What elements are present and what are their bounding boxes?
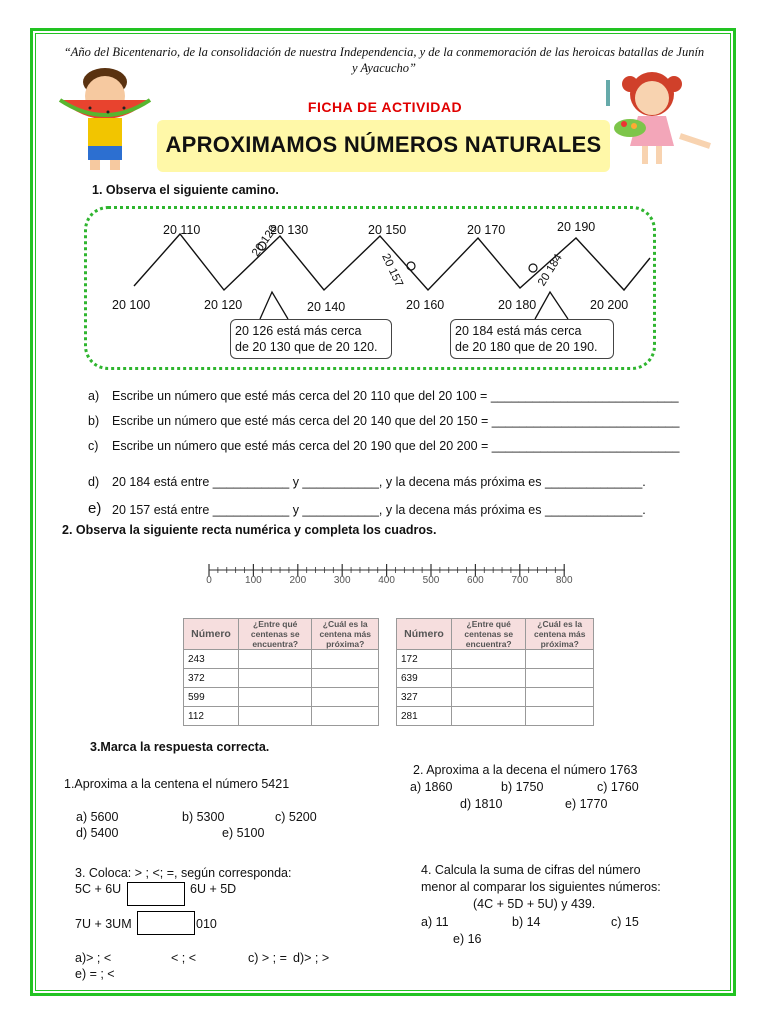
number-line-tick-label: 100 xyxy=(245,575,262,586)
q4-line: 4. Calcula la suma de cifras del número xyxy=(421,863,641,877)
answer-cell[interactable] xyxy=(526,707,594,726)
path-label-bottom: 20 200 xyxy=(590,298,629,312)
q1-text: 1.Aproxima a la centena el número 5421 xyxy=(64,777,290,791)
number-line-tick-label: 300 xyxy=(333,575,351,586)
table-cell-number: 372 xyxy=(184,669,239,688)
q3-option[interactable]: e) = ; < xyxy=(75,967,115,981)
bubble-line: de 20 130 que de 20 120. xyxy=(235,340,378,354)
item-letter: b) xyxy=(88,414,100,428)
answer-cell[interactable] xyxy=(452,707,526,726)
table-header: ¿Entre qué centenas se encuentra? xyxy=(452,619,526,650)
q3-option[interactable]: c) > ; = xyxy=(248,951,287,965)
table-header: Número xyxy=(184,619,239,650)
table-cell-number: 639 xyxy=(397,669,452,688)
q1-option[interactable]: e) 5100 xyxy=(222,826,265,840)
answer-cell[interactable] xyxy=(526,669,594,688)
item-letter: c) xyxy=(88,439,99,453)
table-cell-number: 281 xyxy=(397,707,452,726)
table-header: ¿Entre qué centenas se encuentra? xyxy=(239,619,312,650)
table-cell-number: 112 xyxy=(184,707,239,726)
comparison-box[interactable] xyxy=(127,882,185,906)
number-line-tick-label: 500 xyxy=(422,575,440,586)
path-label-top: 20 130 xyxy=(270,223,309,237)
answer-cell[interactable] xyxy=(452,688,526,707)
answer-cell[interactable] xyxy=(312,650,379,669)
comparison-box[interactable] xyxy=(137,911,195,935)
q4-option[interactable]: b) 14 xyxy=(512,915,541,929)
answer-cell[interactable] xyxy=(239,650,312,669)
table-header: ¿Cuál es la centena más próxima? xyxy=(526,619,594,650)
item-b-text: Escribe un número que esté más cerca del 20 140 que del 20 150 = ___________________________ xyxy=(112,414,680,428)
item-letter: a) xyxy=(88,389,100,403)
answer-cell[interactable] xyxy=(239,707,312,726)
q3-expr: 010 xyxy=(196,917,217,931)
item-letter: e) xyxy=(88,500,102,517)
path-label-top: 20 110 xyxy=(163,223,201,237)
marker-circle xyxy=(529,264,537,272)
path-label-bottom: 20 180 xyxy=(498,298,537,312)
q4-option[interactable]: a) 11 xyxy=(421,915,449,929)
number-line-tick-label: 400 xyxy=(378,575,395,586)
number-line-tick-label: 700 xyxy=(511,575,529,586)
section1-heading: 1. Observa el siguiente camino. xyxy=(92,183,279,197)
item-e-text: 20 157 está entre ___________ y ___________, y la decena más próxima es ______________. xyxy=(112,503,646,517)
q1-option[interactable]: c) 5200 xyxy=(275,810,317,824)
q3-option[interactable]: < ; < xyxy=(171,951,197,965)
q3-expr: 6U + 5D xyxy=(190,882,237,896)
path-label-bottom: 20 100 xyxy=(112,298,151,312)
q3-option[interactable]: a)> ; < xyxy=(75,951,112,965)
path-label-top: 20 150 xyxy=(368,223,407,237)
path-label-bottom: 20 140 xyxy=(307,300,346,314)
marker-label: 20 126 xyxy=(250,223,281,259)
number-line-tick-label: 600 xyxy=(467,575,484,586)
item-a-text: Escribe un número que esté más cerca del 20 110 que del 20 100 = ___________________________ xyxy=(112,389,679,403)
q4-option[interactable]: c) 15 xyxy=(611,915,639,929)
q4-line: menor al comparar los siguientes números: xyxy=(421,880,661,894)
bubble-line: de 20 180 que de 20 190. xyxy=(455,340,598,354)
q3-expr: 7U + 3UM xyxy=(75,917,132,931)
q3-text: 3. Coloca: > ; <; =, según corresponda: xyxy=(75,866,292,880)
centenas-table-right xyxy=(396,618,594,726)
q1-option[interactable]: b) 5300 xyxy=(182,810,225,824)
answer-cell[interactable] xyxy=(452,669,526,688)
q4-option[interactable]: e) 16 xyxy=(453,932,482,946)
item-letter: d) xyxy=(88,475,100,489)
q4-line: (4C + 5D + 5U) y 439. xyxy=(473,897,596,911)
table-cell-number: 599 xyxy=(184,688,239,707)
centenas-table-left xyxy=(183,618,379,726)
item-c-text: Escribe un número que esté más cerca del 20 190 que del 20 200 = ___________________________ xyxy=(112,439,680,453)
q2-option[interactable]: a) 1860 xyxy=(410,780,453,794)
answer-cell[interactable] xyxy=(239,669,312,688)
boy-illustration xyxy=(50,60,160,172)
explanation-bubble-right xyxy=(450,319,614,359)
path-label-bottom: 20 160 xyxy=(406,298,445,312)
answer-cell[interactable] xyxy=(526,688,594,707)
bubble-line: 20 184 está más cerca xyxy=(455,324,582,338)
answer-cell[interactable] xyxy=(312,688,379,707)
path-label-bottom: 20 120 xyxy=(204,298,243,312)
path-label-top: 20 170 xyxy=(467,223,506,237)
marker-label: 20 184 xyxy=(536,252,565,289)
table-cell-number: 172 xyxy=(397,650,452,669)
number-line-tick-label: 0 xyxy=(206,575,212,586)
q1-option[interactable]: d) 5400 xyxy=(76,826,119,840)
ficha-label: FICHA DE ACTIVIDAD xyxy=(307,99,463,115)
q2-option[interactable]: e) 1770 xyxy=(565,797,608,811)
q3-expr: 5C + 6U xyxy=(75,882,122,896)
answer-cell[interactable] xyxy=(452,650,526,669)
table-header: ¿Cuál es la centena más próxima? xyxy=(312,619,379,650)
answer-cell[interactable] xyxy=(312,707,379,726)
page-title: APROXIMAMOS NÚMEROS NATURALES xyxy=(165,132,602,157)
answer-cell[interactable] xyxy=(312,669,379,688)
table-header: Número xyxy=(397,619,452,650)
motto-text: “Año del Bicentenario, de la consolidación de nuestra Independencia, y de la conmemoración de las heroicas batallas de Junín y Ayacucho” xyxy=(63,45,705,75)
q2-text: 2. Aproxima a la decena el número 1763 xyxy=(413,763,638,777)
answer-cell[interactable] xyxy=(239,688,312,707)
number-line-tick-label: 800 xyxy=(555,575,573,586)
section2-heading: 2. Observa la siguiente recta numérica y completa los cuadros. xyxy=(62,523,437,537)
marker-label: 20 157 xyxy=(379,252,405,289)
q1-option[interactable]: a) 5600 xyxy=(76,810,119,824)
table-cell-number: 243 xyxy=(184,650,239,669)
marker-circle xyxy=(407,262,415,270)
path-label-top: 20 190 xyxy=(557,220,596,234)
section3-heading: 3.Marca la respuesta correcta. xyxy=(90,740,270,754)
item-d-text: 20 184 está entre ___________ y ___________, y la decena más próxima es ______________. xyxy=(112,475,646,489)
answer-cell[interactable] xyxy=(526,650,594,669)
q3-option[interactable]: d)> ; > xyxy=(293,951,330,965)
explanation-bubble-left xyxy=(230,319,392,359)
number-line-tick-label: 200 xyxy=(289,575,307,586)
bubble-line: 20 126 está más cerca xyxy=(235,324,362,338)
q2-option[interactable]: b) 1750 xyxy=(501,780,544,794)
table-cell-number: 327 xyxy=(397,688,452,707)
q2-option[interactable]: c) 1760 xyxy=(597,780,639,794)
q2-option[interactable]: d) 1810 xyxy=(460,797,503,811)
